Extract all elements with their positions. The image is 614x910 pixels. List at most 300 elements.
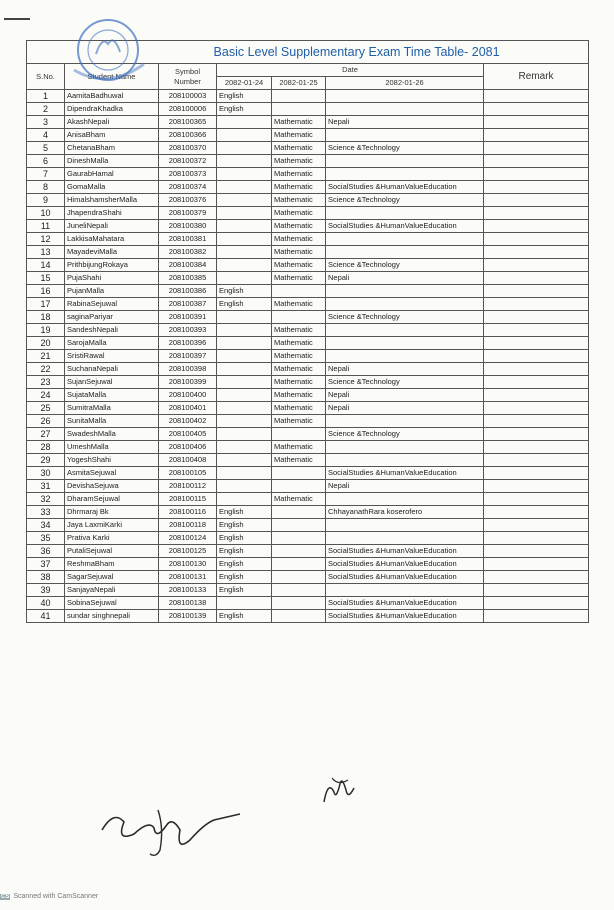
cell-remark [484,155,589,168]
cell-date-3: SocialStudies &HumanValueEducation [326,181,484,194]
table-row [27,402,589,415]
cell-remark [484,558,589,571]
cell-date-2: Mathematic [272,415,326,428]
cell-date-2: Mathematic [272,272,326,285]
cell-remark [484,610,589,623]
cell-remark [484,129,589,142]
cell-date-3: Nepali [326,402,484,415]
cell-remark [484,311,589,324]
cell-date-2 [272,103,326,116]
handwritten-signature-left [94,790,244,860]
cell-remark [484,467,589,480]
cell-remark [484,376,589,389]
cell-student-name: sundar singhnepali [65,610,159,623]
cell-date-2 [272,311,326,324]
cell-date-1 [217,194,272,207]
table-row [27,571,589,584]
cell-remark [484,519,589,532]
cell-date-3 [326,584,484,597]
cell-sno: 12 [27,233,65,246]
cell-student-name: PujaShahi [65,272,159,285]
table-row [27,116,589,129]
cell-sno: 19 [27,324,65,337]
cell-symbol-number: 208100116 [159,506,217,519]
cell-date-2: Mathematic [272,181,326,194]
cell-date-1 [217,441,272,454]
cell-sno: 36 [27,545,65,558]
header-date-2: 2082-01-25 [272,77,326,90]
cell-date-2 [272,545,326,558]
cell-student-name: PrithbijungRokaya [65,259,159,272]
cell-date-1: English [217,506,272,519]
table-row [27,259,589,272]
cell-student-name: PujanMalla [65,285,159,298]
cell-symbol-number: 208100125 [159,545,217,558]
cell-date-3: Science &Technology [326,194,484,207]
cell-date-3 [326,103,484,116]
cell-sno: 21 [27,350,65,363]
cell-student-name: AsmitaSejuwal [65,467,159,480]
cell-sno: 27 [27,428,65,441]
header-sno: S.No. [27,64,65,90]
cell-date-2: Mathematic [272,142,326,155]
cell-remark [484,103,589,116]
table-row [27,415,589,428]
cell-date-3 [326,324,484,337]
cell-date-2 [272,584,326,597]
cell-date-1 [217,142,272,155]
cell-date-2: Mathematic [272,402,326,415]
cell-remark [484,324,589,337]
cell-date-1: English [217,558,272,571]
table-row [27,597,589,610]
cell-symbol-number: 208100397 [159,350,217,363]
cell-date-3 [326,337,484,350]
table-row [27,363,589,376]
cell-symbol-number: 208100366 [159,129,217,142]
cell-date-2 [272,610,326,623]
cell-date-1 [217,597,272,610]
cell-date-3: Nepali [326,480,484,493]
cell-remark [484,363,589,376]
cell-date-2: Mathematic [272,207,326,220]
cell-sno: 4 [27,129,65,142]
cell-date-2: Mathematic [272,363,326,376]
cell-symbol-number: 208100379 [159,207,217,220]
cell-date-2 [272,285,326,298]
cell-remark [484,116,589,129]
cell-date-3 [326,298,484,311]
cell-remark [484,571,589,584]
cell-date-1 [217,363,272,376]
cell-symbol-number: 208100370 [159,142,217,155]
table-row [27,142,589,155]
cell-sno: 10 [27,207,65,220]
cell-date-3 [326,441,484,454]
cell-sno: 20 [27,337,65,350]
cell-remark [484,428,589,441]
cell-symbol-number: 208100406 [159,441,217,454]
cell-date-1 [217,155,272,168]
cell-date-2: Mathematic [272,129,326,142]
cell-date-3: SocialStudies &HumanValueEducation [326,571,484,584]
table-row [27,337,589,350]
cell-symbol-number: 208100115 [159,493,217,506]
cell-sno: 29 [27,454,65,467]
cell-student-name: SagarSejuwal [65,571,159,584]
timetable-sheet [26,40,588,623]
cell-date-2 [272,597,326,610]
pen-dash-mark [4,18,30,20]
cell-student-name: SunitaMalla [65,415,159,428]
cell-date-3: SocialStudies &HumanValueEducation [326,558,484,571]
cell-student-name: UmeshMalla [65,441,159,454]
cell-date-1 [217,337,272,350]
cell-sno: 1 [27,90,65,103]
cell-date-3 [326,532,484,545]
cell-date-2 [272,558,326,571]
cell-date-2: Mathematic [272,259,326,272]
cell-date-2: Mathematic [272,441,326,454]
cell-date-2: Mathematic [272,324,326,337]
cell-sno: 28 [27,441,65,454]
cell-date-1 [217,376,272,389]
cell-sno: 37 [27,558,65,571]
cell-symbol-number: 208100396 [159,337,217,350]
cell-student-name: SanjayaNepali [65,584,159,597]
cell-sno: 39 [27,584,65,597]
cell-date-1: English [217,571,272,584]
cell-sno: 26 [27,415,65,428]
cell-symbol-number: 208100381 [159,233,217,246]
cell-symbol-number: 208100139 [159,610,217,623]
cell-date-1 [217,220,272,233]
timetable [26,40,589,623]
cell-date-1 [217,467,272,480]
cell-student-name: ReshmaBham [65,558,159,571]
cell-symbol-number: 208100133 [159,584,217,597]
cell-sno: 25 [27,402,65,415]
table-row [27,181,589,194]
cell-date-3 [326,493,484,506]
cell-date-2: Mathematic [272,454,326,467]
cell-sno: 35 [27,532,65,545]
cell-date-2: Mathematic [272,220,326,233]
cell-date-1 [217,324,272,337]
cell-student-name: JhapendraShahi [65,207,159,220]
table-row [27,519,589,532]
cell-date-2: Mathematic [272,116,326,129]
cell-date-1 [217,207,272,220]
cell-symbol-number: 208100130 [159,558,217,571]
cell-symbol-number: 208100373 [159,168,217,181]
cell-symbol-number: 208100386 [159,285,217,298]
cell-student-name: saginaPariyar [65,311,159,324]
cell-symbol-number: 208100382 [159,246,217,259]
table-row [27,454,589,467]
school-seal-stamp [62,14,154,98]
cell-date-2: Mathematic [272,246,326,259]
cell-sno: 6 [27,155,65,168]
cell-student-name: SujanSejuwal [65,376,159,389]
cell-date-3 [326,350,484,363]
table-row [27,389,589,402]
cell-date-3: SocialStudies &HumanValueEducation [326,597,484,610]
cell-date-1: English [217,610,272,623]
cell-date-1 [217,350,272,363]
cell-date-2: Mathematic [272,155,326,168]
table-row [27,298,589,311]
cell-sno: 3 [27,116,65,129]
cell-symbol-number: 208100398 [159,363,217,376]
scanner-footer [0,893,98,900]
table-row [27,103,589,116]
cell-student-name: Jaya LaxmiKarki [65,519,159,532]
cell-date-1: English [217,90,272,103]
cell-date-3 [326,454,484,467]
cell-date-2 [272,480,326,493]
header-student-name: Student Name [65,64,159,90]
cell-remark [484,246,589,259]
cell-date-2: Mathematic [272,376,326,389]
table-row [27,376,589,389]
cell-remark [484,285,589,298]
cell-date-3 [326,207,484,220]
table-row [27,480,589,493]
cell-date-3: Science &Technology [326,428,484,441]
cell-remark [484,194,589,207]
cell-date-1: English [217,285,272,298]
cell-date-1 [217,259,272,272]
table-row [27,246,589,259]
cell-student-name: SandeshNepali [65,324,159,337]
cell-student-name: SristiRawal [65,350,159,363]
cell-student-name: DharamSejuwal [65,493,159,506]
cell-date-3: Science &Technology [326,376,484,389]
cell-date-1 [217,415,272,428]
cell-symbol-number: 208100391 [159,311,217,324]
cell-date-3 [326,129,484,142]
table-row [27,194,589,207]
cell-student-name: LakkisaMahatara [65,233,159,246]
cell-remark [484,298,589,311]
cell-date-3: ChhayanathRara koserofero [326,506,484,519]
cell-student-name: AamitaBadhuwal [65,90,159,103]
cell-remark [484,545,589,558]
table-row [27,545,589,558]
cell-student-name: GaurabHamal [65,168,159,181]
cell-date-3 [326,155,484,168]
cell-student-name: MayadeviMalla [65,246,159,259]
cell-date-3: Nepali [326,116,484,129]
cell-date-1 [217,246,272,259]
cell-date-3 [326,415,484,428]
cell-sno: 17 [27,298,65,311]
cell-symbol-number: 208100365 [159,116,217,129]
cell-date-3 [326,90,484,103]
cell-student-name: PutaliSejuwal [65,545,159,558]
cell-remark [484,584,589,597]
header-symbol-number: Symbol Number [159,64,217,90]
cell-symbol-number: 208100112 [159,480,217,493]
cell-date-1 [217,129,272,142]
cell-student-name: DipendraKhadka [65,103,159,116]
cell-date-2: Mathematic [272,168,326,181]
cell-student-name: YogeshShahi [65,454,159,467]
cell-symbol-number: 208100384 [159,259,217,272]
cell-student-name: SobinaSejuwal [65,597,159,610]
cell-remark [484,259,589,272]
cell-symbol-number: 208100138 [159,597,217,610]
cell-date-3: SocialStudies &HumanValueEducation [326,545,484,558]
cell-date-2 [272,467,326,480]
cell-date-1 [217,402,272,415]
cell-sno: 11 [27,220,65,233]
cell-remark [484,415,589,428]
cell-date-1 [217,116,272,129]
cell-sno: 23 [27,376,65,389]
cell-student-name: SuchanaNepali [65,363,159,376]
cell-date-2 [272,90,326,103]
page-title: Basic Level Supplementary Exam Time Table- 2081 [27,41,589,64]
cell-remark [484,181,589,194]
table-row [27,129,589,142]
cell-date-3: Science &Technology [326,142,484,155]
table-row [27,467,589,480]
cell-student-name: AkashNepali [65,116,159,129]
cell-date-3 [326,168,484,181]
cell-remark [484,337,589,350]
cell-symbol-number: 208100380 [159,220,217,233]
cell-student-name: HimalshamsherMalla [65,194,159,207]
cell-sno: 16 [27,285,65,298]
cell-sno: 38 [27,571,65,584]
cell-date-2: Mathematic [272,298,326,311]
cell-symbol-number: 208100118 [159,519,217,532]
cell-date-1 [217,233,272,246]
cell-sno: 2 [27,103,65,116]
table-row [27,584,589,597]
table-row [27,506,589,519]
cell-sno: 15 [27,272,65,285]
cell-sno: 22 [27,363,65,376]
cell-remark [484,272,589,285]
cell-sno: 5 [27,142,65,155]
cell-remark [484,532,589,545]
cell-date-1: English [217,584,272,597]
cell-sno: 31 [27,480,65,493]
cell-remark [484,480,589,493]
cell-remark [484,441,589,454]
table-row [27,168,589,181]
cell-symbol-number: 208100003 [159,90,217,103]
cell-student-name: Prativa Karki [65,532,159,545]
cell-sno: 7 [27,168,65,181]
cell-symbol-number: 208100374 [159,181,217,194]
cell-date-1 [217,272,272,285]
cell-symbol-number: 208100401 [159,402,217,415]
cell-sno: 8 [27,181,65,194]
cell-date-3: Nepali [326,272,484,285]
table-row [27,428,589,441]
cell-remark [484,90,589,103]
cell-student-name: ChetanaBham [65,142,159,155]
handwritten-signature-right [318,770,358,810]
cell-date-2: Mathematic [272,233,326,246]
cell-date-1 [217,168,272,181]
cell-date-2 [272,571,326,584]
cell-date-2: Mathematic [272,350,326,363]
table-row [27,207,589,220]
cell-symbol-number: 208100124 [159,532,217,545]
cell-sno: 32 [27,493,65,506]
cell-remark [484,168,589,181]
cell-date-2: Mathematic [272,194,326,207]
cell-symbol-number: 208100405 [159,428,217,441]
cell-student-name: SwadeshMalla [65,428,159,441]
cell-remark [484,454,589,467]
cell-date-3 [326,285,484,298]
cell-student-name: Dhrmaraj Bk [65,506,159,519]
header-date-1: 2082-01-24 [217,77,272,90]
cell-symbol-number: 208100400 [159,389,217,402]
cell-student-name: RabinaSejuwal [65,298,159,311]
cell-date-3: Nepali [326,389,484,402]
table-row [27,285,589,298]
cell-date-3 [326,246,484,259]
cell-remark [484,402,589,415]
cell-date-2 [272,519,326,532]
cell-date-3: SocialStudies &HumanValueEducation [326,220,484,233]
cell-remark [484,142,589,155]
cell-date-3 [326,233,484,246]
cell-student-name: DevishaSejuwa [65,480,159,493]
cell-sno: 9 [27,194,65,207]
cell-date-1: English [217,545,272,558]
cell-remark [484,233,589,246]
cell-student-name: JuneliNepali [65,220,159,233]
cell-sno: 14 [27,259,65,272]
cell-date-1 [217,389,272,402]
table-row [27,272,589,285]
header-date-3: 2082-01-26 [326,77,484,90]
cell-sno: 41 [27,610,65,623]
cell-symbol-number: 208100393 [159,324,217,337]
cell-date-3: Science &Technology [326,311,484,324]
cell-symbol-number: 208100385 [159,272,217,285]
cell-remark [484,506,589,519]
cell-date-2 [272,532,326,545]
cell-student-name: SumitraMalla [65,402,159,415]
cell-symbol-number: 208100372 [159,155,217,168]
cell-sno: 40 [27,597,65,610]
cell-date-3: Nepali [326,363,484,376]
cell-sno: 18 [27,311,65,324]
cell-date-1: English [217,532,272,545]
cell-remark [484,597,589,610]
cell-symbol-number: 208100131 [159,571,217,584]
scanner-footer-text: Scanned with CamScanner [13,893,99,900]
table-row [27,350,589,363]
camscanner-logo: CS [1,893,10,900]
table-row [27,324,589,337]
cell-date-3: SocialStudies &HumanValueEducation [326,467,484,480]
cell-date-2: Mathematic [272,493,326,506]
cell-date-2 [272,428,326,441]
table-row [27,532,589,545]
cell-student-name: AnisaBham [65,129,159,142]
table-row [27,610,589,623]
